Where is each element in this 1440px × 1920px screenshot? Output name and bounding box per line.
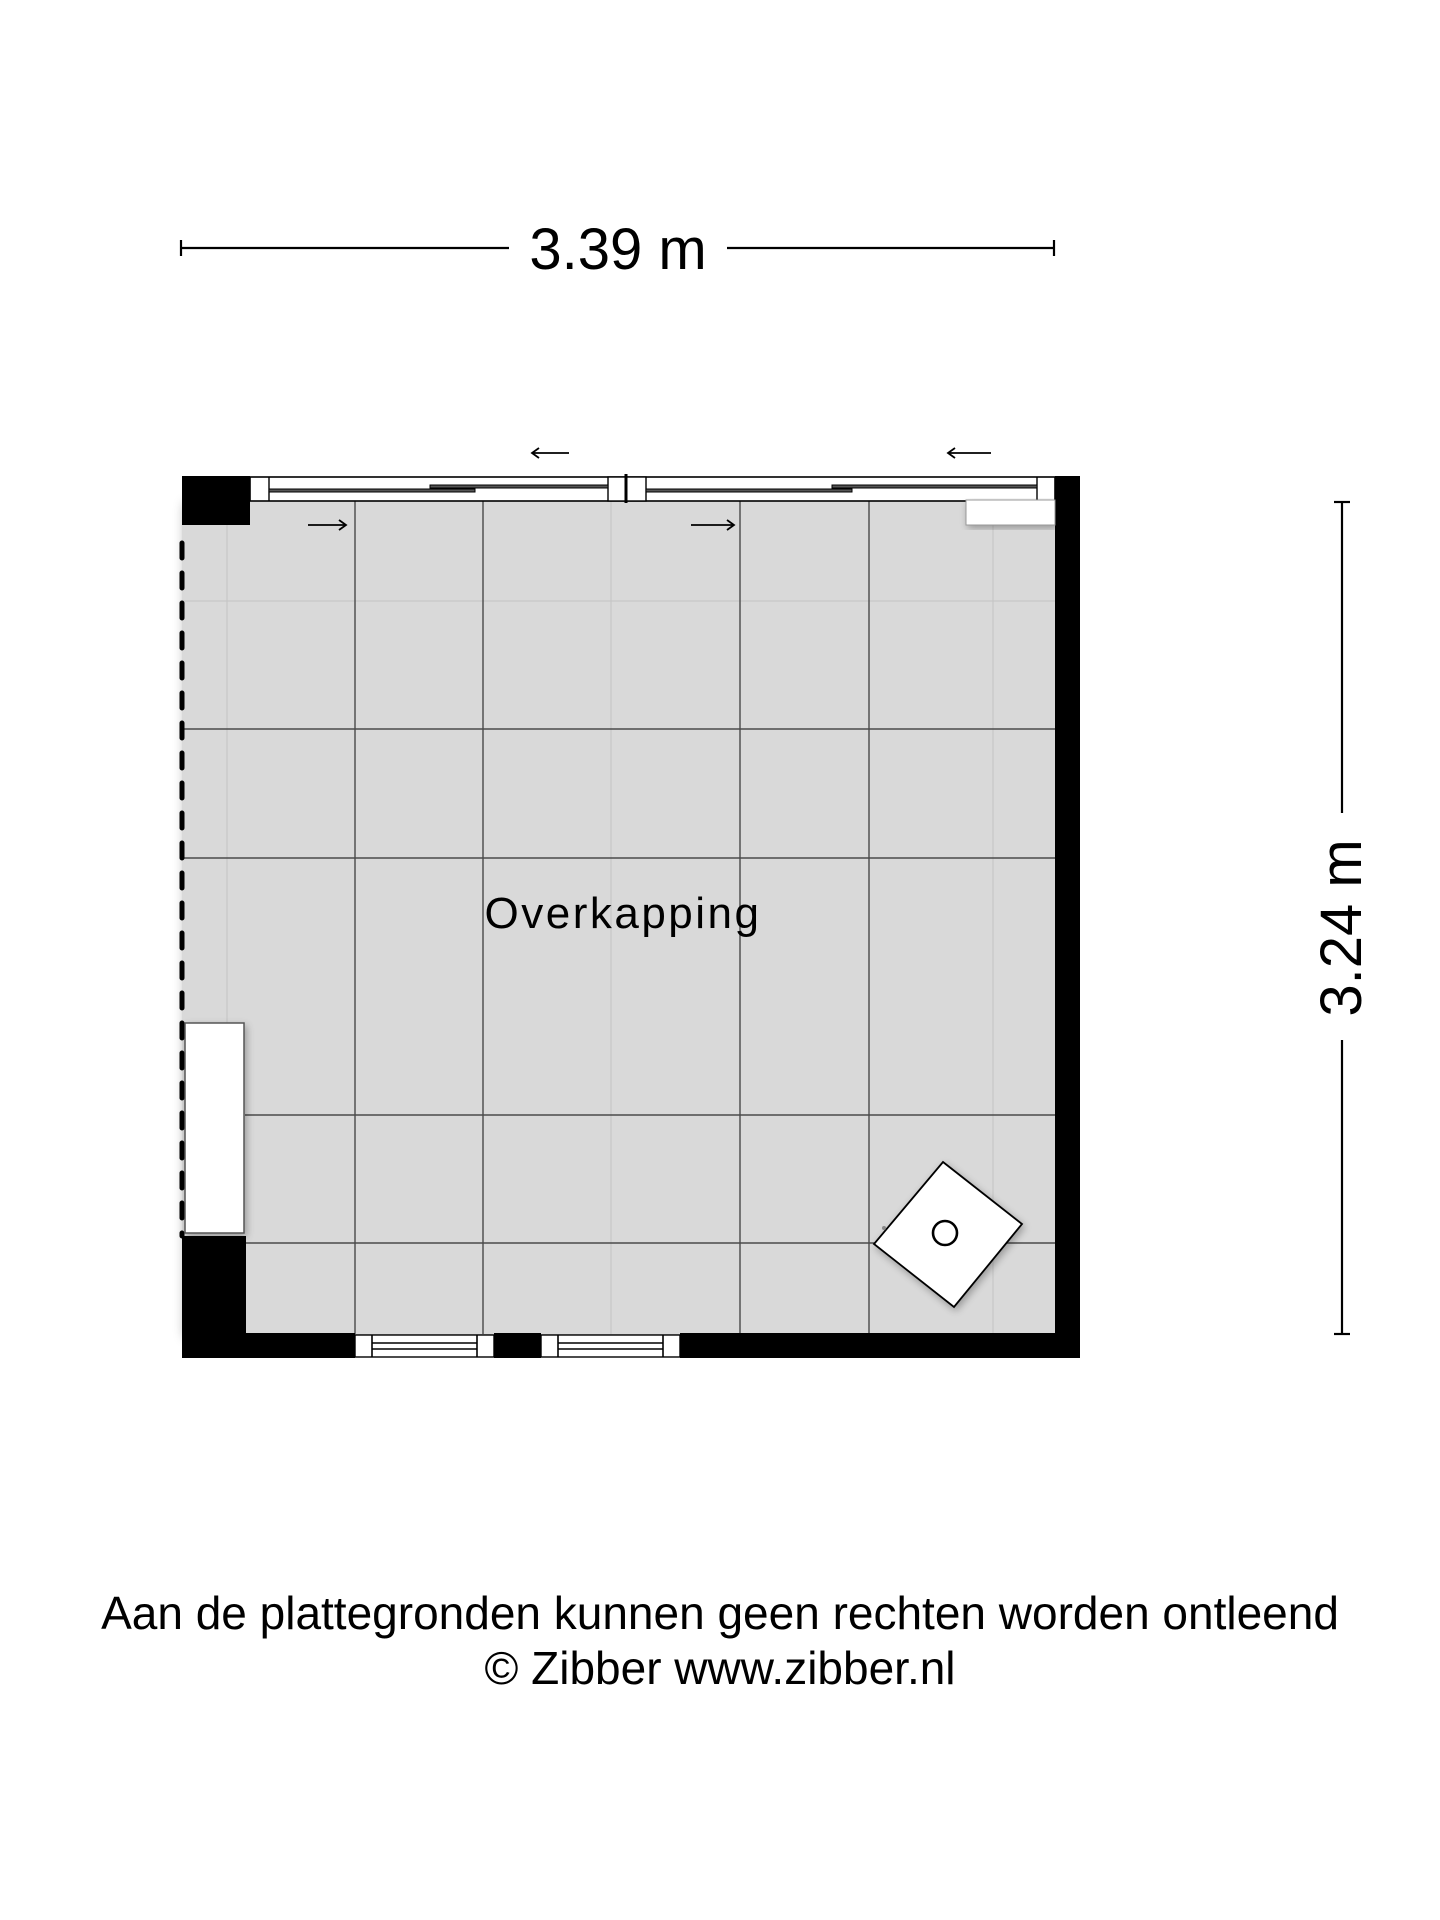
bottom-wall-right (680, 1333, 1080, 1358)
window-bottom-1 (355, 1335, 494, 1357)
width-dimension-label: 3.39 m (529, 217, 707, 282)
fixture-top-right (966, 500, 1055, 525)
depth-dimension-label: 3.24 m (1309, 839, 1374, 1017)
right-wall (1055, 476, 1080, 1358)
room-name-label: Overkapping (484, 889, 762, 938)
arrow-left-icon (532, 448, 569, 458)
copyright-text: © Zibber www.zibber.nl (484, 1642, 956, 1694)
sliding-doors-top (250, 474, 1055, 503)
corner-pillar-top-left (182, 476, 250, 525)
window-bottom-2 (541, 1335, 680, 1357)
bottom-wall-left (182, 1333, 355, 1358)
fixture-left-unit (185, 1023, 244, 1233)
disclaimer-text: Aan de plattegronden kunnen geen rechten worden ontleend (101, 1587, 1339, 1639)
arrow-left-icon (948, 448, 991, 458)
bottom-wall-pillar (494, 1333, 541, 1358)
